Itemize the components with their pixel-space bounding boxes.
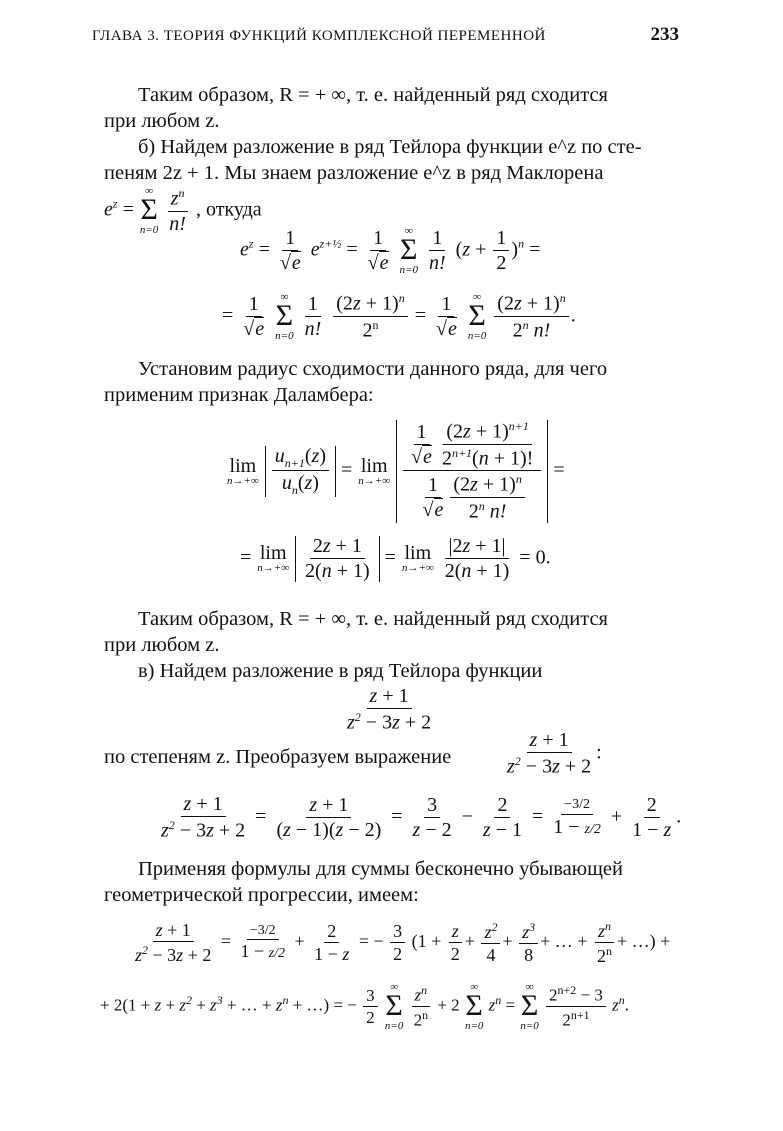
paragraph-line: применим признак Даламбера: bbox=[104, 384, 374, 406]
running-header: ГЛАВА 3. ТЕОРИЯ ФУНКЦИЙ КОМПЛЕКСНОЙ ПЕРЕМЕННОЙ bbox=[92, 28, 546, 44]
paragraph-line: Таким образом, R = + ∞, т. е. найденный ряд сходится bbox=[138, 84, 608, 106]
formula-inline-fraction: $\frac{z + 1}{z^2 - 3z + 2}$ : bbox=[507, 729, 602, 778]
formula-maclaurin: $e^z$ = ∞ Σ n=0 $\frac{z^n}{n!}$ , откуда bbox=[104, 185, 262, 236]
paragraph-line: в) Найдем разложение в ряд Тейлора функции bbox=[138, 660, 543, 682]
paragraph-line: геометрической прогрессии, имеем: bbox=[104, 884, 419, 906]
formula-function: $\frac{z + 1}{z^2 - 3z + 2}$ bbox=[347, 685, 432, 734]
formula-geometric-2: + $2(1 + z + z^2 + z^3$ + … + $z^n$ + …) = − $\frac{3}{2}$ ∞ Σ n=0 $\frac{z^n}{2^n}$ + 2 ∞ Σ n=0 $z^n$ = ∞ Σ n=0 $\frac{2^{n+2} - 3}{2^{n+1}}$ $z^n$. bbox=[100, 981, 630, 1032]
formula-taylor-1: $e^z$ = $\frac{1}{√e}$ $e^{z+\frac{1}{2}}$ = $\frac{1}{√e}$ ∞ Σ n=0 $\frac{1}{n!}$ (z + $\frac{1}{2}$ )$^n$ = bbox=[240, 225, 541, 276]
formula-dalembert-1: lim n→+∞ $\frac{u_{n+1}(z)}{u_n(z)}$ = lim n→+∞ $\frac{1}{√e}$ $\frac{(2z + 1)^{n+1}}{2^{n+1}(n + 1)!}$ $\frac{1}{√e}$ $\frac{(2z + 1)^n}{2^n n!}$ = bbox=[227, 419, 565, 523]
page-number: 233 bbox=[650, 24, 679, 45]
paragraph-line: Установим радиус сходимости данного ряда, для чего bbox=[138, 358, 608, 380]
paragraph-line: при любом z. bbox=[104, 634, 220, 656]
formula-dalembert-2: = lim n→+∞ $\frac{2z + 1}{2(n + 1)}$ = lim n→+∞ $\frac{|2z + 1|}{2(n + 1)}$ = 0. bbox=[240, 535, 551, 582]
paragraph-line: пеням 2z + 1. Мы знаем разложение e^z в ряд Маклорена bbox=[104, 162, 604, 184]
paragraph-line: Применяя формулы для суммы бесконечно убывающей bbox=[138, 858, 623, 880]
paragraph-line: Таким образом, R = + ∞, т. е. найденный ряд сходится bbox=[138, 608, 608, 630]
paragraph-line: при любом z. bbox=[104, 110, 220, 132]
otkuda-text: , откуда bbox=[195, 198, 262, 221]
paragraph-line: по степеням z. Преобразуем выражение bbox=[104, 746, 452, 768]
formula-geometric-1: $\frac{z + 1}{z^2 - 3z + 2}$ = $\frac{-3/2}{1 - z/2}$ + $\frac{2}{1 - z}$ = − $\frac{3}{2}$ (1 + $\frac{z}{2}$ + $\frac{z^2}{4}$ + $\frac{z^3}{8}$ + … + $\frac{z^n}{2^n}$ + …) + bbox=[135, 919, 671, 966]
formula-taylor-2: = $\frac{1}{√e}$ ∞ Σ n=0 $\frac{1}{n!}$ $\frac{(2z + 1)^n}{2^n}$ = $\frac{1}{√e}$ ∞ Σ n=0 $\frac{(2z + 1)^n}{2^n n!}$ . bbox=[222, 291, 576, 342]
paragraph-line: б) Найдем разложение в ряд Тейлора функции e^z по сте- bbox=[138, 136, 642, 158]
formula-transform: $\frac{z + 1}{z^2 - 3z + 2}$ = $\frac{z + 1}{(z - 1)(z - 2)}$ = $\frac{3}{z - 2}$ − $\frac{2}{z - 1}$ = $\frac{-3/2}{1 - z/2}$ + $\frac{2}{1 - z}$ . bbox=[161, 793, 682, 842]
